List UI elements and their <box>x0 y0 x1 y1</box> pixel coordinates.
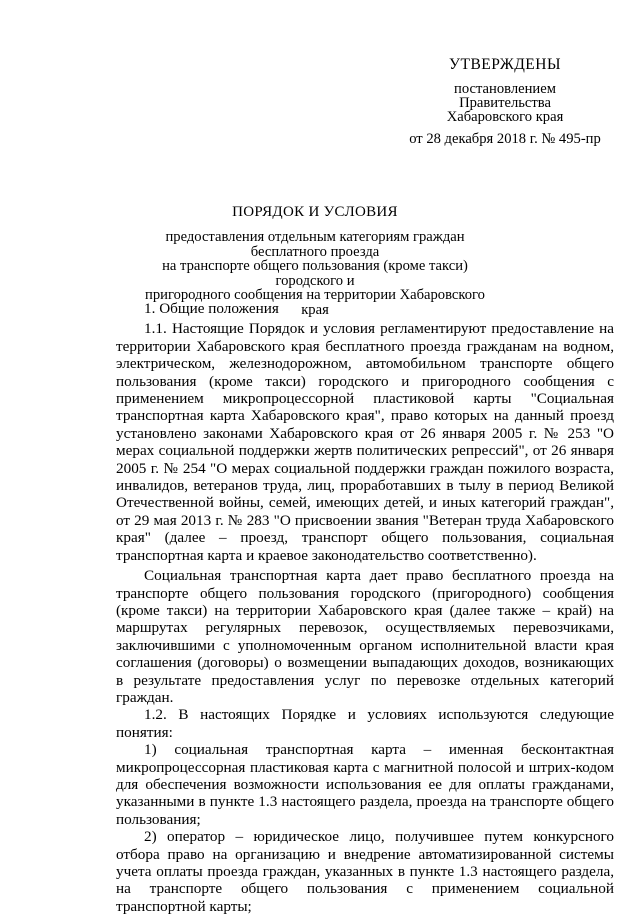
approval-line: постановлением <box>454 81 556 97</box>
paragraph-social-card: Социальная транспортная карта дает право бесплатного проезда на транспорте общего пользования городского (пригородного) сообщения (кроме такси) на территории Хабаровского края (далее также – край) на маршрутах регулярных перевозок, осуществляемых перевозчиками, заключившими с уполномоченным органом исполнительной власти края соглашения (договоры) о возмещении выпадающих доходов, возникающих в результате предоставления услуг по перевозке отдельных категорий граждан. <box>116 567 614 706</box>
approval-line: Правительства <box>459 95 551 111</box>
document-body <box>116 300 614 915</box>
subtitle-line: на транспорте общего пользования (кроме такси) городского и <box>162 258 468 289</box>
approval-heading: УТВЕРЖДЕНЫ <box>449 56 561 73</box>
definition-1: 1) социальная транспортная карта – именная бесконтактная микропроцессорная пластиковая карта с магнитной полосой и штрих-кодом для обеспечения возможности использования ее для оплаты гражданами, указанными в пункте 1.3 настоящего раздела, проезда на транспорте общего пользования; <box>116 741 614 828</box>
approval-stamp <box>400 58 610 146</box>
approval-line: Хабаровского края <box>446 109 564 125</box>
subtitle-line: пригородного сообщения на территории Хабаровского края <box>145 287 485 318</box>
document-title: ПОРЯДОК И УСЛОВИЯ <box>232 204 398 220</box>
section-heading: 1. Общие положения <box>144 300 279 317</box>
approval-date: от 28 декабря 2018 г. № 495-пр <box>409 131 601 147</box>
subtitle-line: предоставления отдельным категориям граждан бесплатного проезда <box>165 229 465 260</box>
paragraph-1-2: 1.2. В настоящих Порядке и условиях используются следующие понятия: <box>116 706 614 741</box>
definition-2: 2) оператор – юридическое лицо, получившее путем конкурсного отбора право на организацию и внедрение автоматизированной системы учета оплаты проезда граждан, указанных в пункте 1.3 настоящего раздела, на транспорте общего пользования с применением социальной транспортной карты; <box>116 828 614 915</box>
paragraph-1-1: 1.1. Настоящие Порядок и условия регламентируют предоставление на территории Хабаровского края бесплатного проезда гражданам на водном, электрическом, железнодорожном, автомобильном транспорте общего пользования (кроме такси) городского и пригородного сообщения с применением микропроцессорной пластиковой карты "Социальная транспортная карта Хабаровского края", право которых на данный проезд установлено законами Хабаровского края от 26 января 2005 г. № 253 "О мерах социальной поддержки жертв политических репрессий", от 26 января 2005 г. № 254 "О мерах социальной поддержки граждан пожилого возраста, инвалидов, ветеранов труда, лиц, проработавших в тылу в период Великой Отечественной войны, семей, имеющих детей, и иных категорий граждан", от 29 мая 2013 г. № 283 "О присвоении звания "Ветеран труда Хабаровского края" (далее – проезд, транспорт общего пользования, социальная транспортная карта и краевое законодательство соответственно). <box>116 320 614 564</box>
